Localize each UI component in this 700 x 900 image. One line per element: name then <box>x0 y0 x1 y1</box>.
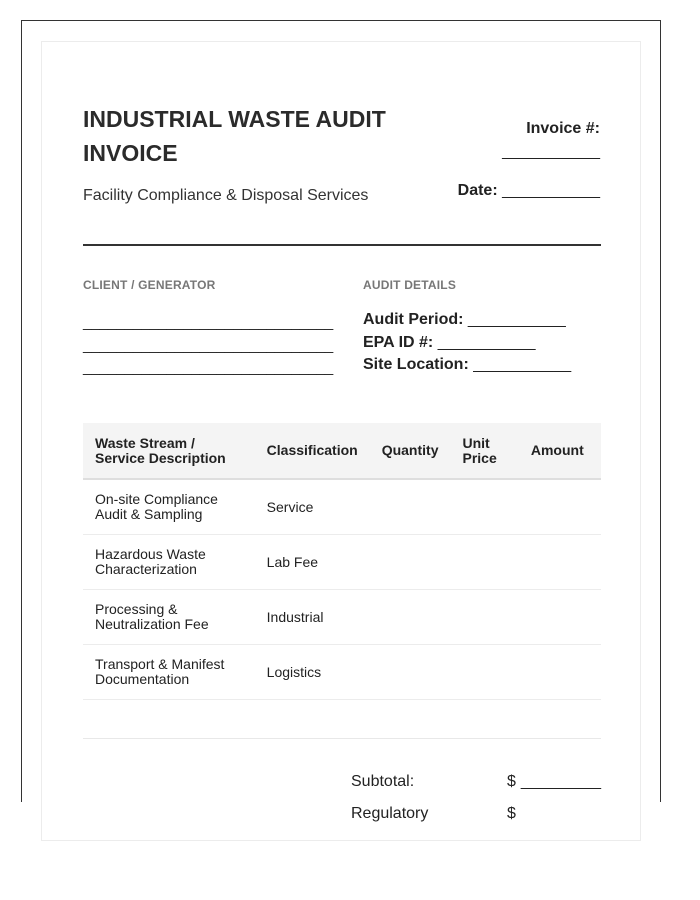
row-unit-price <box>450 535 518 590</box>
header-unit-price: Unit Price <box>450 423 518 479</box>
table-row <box>83 590 601 645</box>
row-description: Hazardous Waste Characterization <box>83 535 255 590</box>
audit-period-label: Audit Period: <box>363 311 464 328</box>
subtotal-row <box>351 773 601 805</box>
row-classification: Lab Fee <box>255 535 370 590</box>
header-divider <box>83 244 601 246</box>
site-location-row <box>363 354 571 377</box>
invoice-subtitle: Facility Compliance & Disposal Services <box>83 187 369 204</box>
row-unit-price <box>450 479 518 535</box>
audit-period-row <box>363 309 571 332</box>
document-frame <box>21 20 661 822</box>
epa-id-field: ___________ <box>437 333 536 351</box>
header-classification: Classification <box>255 423 370 479</box>
header-amount: Amount <box>519 423 601 479</box>
epa-id-row <box>363 332 571 355</box>
table-header-row <box>83 423 601 479</box>
epa-id-label: EPA ID #: <box>363 333 434 351</box>
audit-heading: AUDIT DETAILS <box>363 278 457 292</box>
header-quantity: Quantity <box>370 423 451 479</box>
row-amount <box>519 645 601 700</box>
audit-fields <box>363 309 571 377</box>
row-classification: Service <box>255 479 370 535</box>
row-unit-price <box>450 590 518 645</box>
row-classification: Industrial <box>255 590 370 645</box>
totals-divider <box>83 738 601 739</box>
subtotal-currency: $ <box>507 773 516 790</box>
client-line: ______________________________ <box>83 359 334 376</box>
invoice-title: INDUSTRIAL WASTE AUDIT INVOICE <box>83 106 386 166</box>
invoice-date-label: Date: <box>457 182 498 199</box>
site-location-label: Site Location: <box>363 356 469 373</box>
row-quantity <box>370 590 451 645</box>
totals-block <box>351 773 601 837</box>
row-quantity <box>370 645 451 700</box>
invoice-date <box>458 182 600 200</box>
regulatory-label: Regulatory <box>351 805 429 822</box>
invoice-number-field: ___________ <box>502 143 600 160</box>
client-line: ______________________________ <box>83 336 334 354</box>
row-description: Transport & Manifest Documentation <box>83 645 255 700</box>
subtotal-label: Subtotal: <box>351 773 415 790</box>
row-description: On-site Compliance Audit & Sampling <box>83 479 255 535</box>
row-quantity <box>370 535 451 590</box>
client-heading: CLIENT / GENERATOR <box>83 278 216 292</box>
header-description: Waste Stream / Service Description <box>83 423 255 479</box>
audit-period-field: ___________ <box>467 311 566 328</box>
row-amount <box>519 590 601 645</box>
row-classification: Logistics <box>255 645 370 700</box>
client-fields <box>83 312 333 380</box>
row-quantity <box>370 479 451 535</box>
row-amount <box>519 535 601 590</box>
row-amount <box>519 479 601 535</box>
row-description: Processing & Neutralization Fee <box>83 590 255 645</box>
regulatory-currency: $ <box>507 805 516 822</box>
table-row <box>83 479 601 535</box>
regulatory-row <box>351 805 601 837</box>
invoice-sheet <box>41 41 641 841</box>
subtotal-field: _________ <box>520 773 601 790</box>
invoice-number-label: Invoice #: <box>526 120 600 137</box>
table-row <box>83 535 601 590</box>
row-unit-price <box>450 645 518 700</box>
table-row <box>83 645 601 700</box>
line-items-table <box>83 423 601 700</box>
client-line: ______________________________ <box>83 314 334 331</box>
invoice-date-field: ___________ <box>502 182 600 199</box>
site-location-field: ___________ <box>473 356 572 373</box>
